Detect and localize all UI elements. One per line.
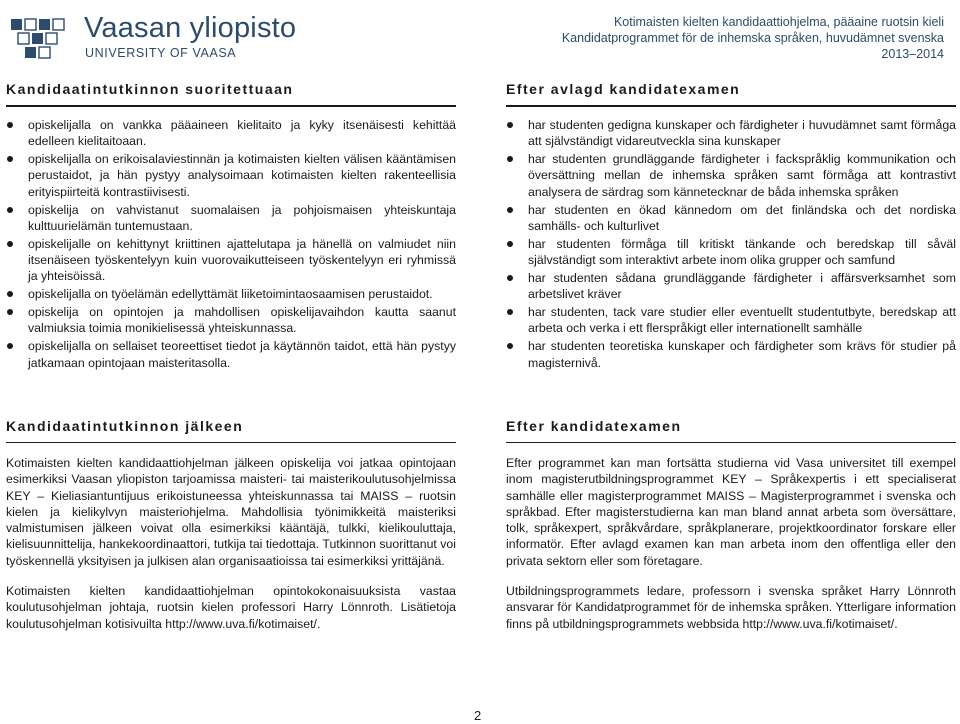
bullet-icon [507, 122, 513, 128]
page-number: 2 [474, 708, 482, 723]
university-logo-icon [10, 10, 70, 60]
section-title: Kandidaatintutkinnon suoritettuaan [6, 81, 294, 97]
bullet-icon [507, 309, 513, 315]
bullet-icon [7, 291, 13, 297]
bullet-icon [507, 343, 513, 349]
program-header [562, 14, 944, 62]
bullet-icon [507, 156, 513, 162]
body-paragraph: Efter programmet kan man fortsätta studierna vid Vasa universitet till exempel inom magisterutbildningsprogrammet KEY – Språkexpertis i ett specialiserat samhälle eller magisterprogrammet MAISS – Magisterprogrammet i svenska och språkbad. Efter magisterstudierna kan man bland annat arbeta som översättare, tolk, språkexpert, språkvårdare, språkplanerare, projektkoordinator forskare eller informatör. Efter avlagd examen kan man arbeta inom den offentliga eller den privata sektorn eller som företagare. [506, 456, 956, 568]
logo-name: Vaasan yliopisto [84, 12, 297, 44]
list-item: har studenten, tack vare studier eller eventuellt studentutbyte, beredskap att arbeta och verka i ett flerspråkigt eller internationellt samhälle [506, 304, 956, 336]
list-item: opiskelijalla on erikoisalaviestinnän ja kotimaisten kielten välisen kääntämisen perustaidot, ja hän pystyy analysoimaan kotimaisten kielten rakenteellisia erityispiirteitä kontrastiivisesti. [6, 151, 456, 200]
body-paragraph: Utbildningsprogrammets ledare, professorn i svenska språket Harry Lönnroth ansvarar för Kandidatprogrammet för de inhemska språken. Ytterligare information finns på utbildningsprogrammets webbsida http://www.uva.fi/kotimaiset/. [506, 584, 956, 631]
logo-subtitle: UNIVERSITY OF VAASA [85, 46, 237, 60]
list-item: opiskelijalle on kehittynyt kriittinen ajattelutapa ja hänellä on valmiudet niin itsenäiseen työskentelyyn kuin vuorovaikutteiseen työskentelyyn eri ryhmissä ja yhteisöissä. [6, 236, 456, 285]
section-divider [506, 442, 956, 443]
list-item: opiskelijalla on sellaiset teoreettiset tiedot ja käytännön taidot, että hän pystyy jatkamaan opintojaan maisteritasolla. [6, 338, 456, 370]
university-logo [10, 10, 310, 60]
bullet-icon [7, 207, 13, 213]
list-item: har studenten en ökad kännedom om det finländska och det nordiska samhälls- och kulturlivet [506, 202, 956, 234]
section-kandidaatintutkinnon-jalkeen [6, 418, 456, 646]
list-item: har studenten gedigna kunskaper och färdigheter i huvudämnet samt förmåga att självständigt vidareutveckla sina kunskaper [506, 117, 956, 149]
body-paragraph: Kotimaisten kielten kandidaattiohjelman jälkeen opiskelija voi jatkaa opintojaan esimerkiksi Vaasan yliopiston tarjoamissa maisteri- tai maisterikoulutusohjelmissa KEY – Kieliasiantuntijuus erikoistuneessa yhteiskunnassa tai MAISS – ruotsin kielen ja kielikylvyn maisteriohjelma. Mahdollisia työnimikkeitä maisteriksi valmistumisen jälkeen voivat olla esimerkiksi kääntäjä, tulkki, kielikouluttaja, kielisuunnittelija, hankekoordinaattori, tutkija tai tiedottaja. Tutkinnon suorittanut voi työskennellä yksityisen ja julkisen alan organisaatioissa tai esimerkiksi yrittäjänä. [6, 456, 456, 568]
bullet-icon [7, 241, 13, 247]
bullet-icon [507, 241, 513, 247]
bullet-icon [7, 309, 13, 315]
list-item: opiskelijalla on vankka pääaineen kielitaito ja kyky itsenäisesti kehittää edelleen kielitaitoaan. [6, 117, 456, 149]
list-item: opiskelija on opintojen ja mahdollisen opiskelijavaihdon kautta saanut valmiuksia toimia monikielisessä yhteiskunnassa. [6, 304, 456, 336]
academic-year: 2013–2014 [881, 47, 944, 61]
body-paragraph: Kotimaisten kielten kandidaattiohjelman opintokokonaisuuksista vastaa koulutusohjelman johtaja, ruotsin kielen professori Harry Lönnroth. Lisätietoja koulutusohjelman kotisivuilta http://www.uva.fi/kotimaiset/. [6, 584, 456, 631]
bullet-icon [7, 122, 13, 128]
program-title-fi: Kotimaisten kielten kandidaattiohjelma, pääaine ruotsin kieli [613, 15, 944, 29]
section-kandidaatintutkinnon-suoritettuaan [6, 81, 456, 373]
list-item: opiskelija on vahvistanut suomalaisen ja pohjoismaisen yhteiskuntaja kulttuurielämän tuntemustaan. [6, 202, 456, 234]
list-item: har studenten teoretiska kunskaper och färdigheter som krävs för studier på magisternivå. [506, 338, 956, 370]
section-divider [506, 105, 956, 107]
outcome-list [6, 117, 456, 371]
section-title: Kandidaatintutkinnon jälkeen [6, 418, 244, 434]
section-divider [6, 442, 456, 443]
bullet-icon [7, 156, 13, 162]
section-efter-kandidatexamen [506, 418, 956, 646]
bullet-icon [507, 207, 513, 213]
list-item: har studenten förmåga till kritiskt tänkande och beredskap till såväl självständigt som interaktivt arbete inom olika grupper och samfund [506, 236, 956, 268]
list-item: har studenten sådana grundläggande färdigheter i affärsverksamhet som arbetslivet kräver [506, 270, 956, 302]
list-item: opiskelijalla on työelämän edellyttämät liiketoimintaosaamisen perustaidot. [6, 286, 456, 302]
list-item: har studenten grundläggande färdigheter i fackspråklig kommunikation och översättning mellan de inhemska språken samt förmåga att kontrastivt analysera de särdrag som kännetecknar de båda inhemska språken [506, 151, 956, 200]
section-divider [6, 105, 456, 107]
bullet-icon [507, 275, 513, 281]
section-efter-avlagd-kandidatexamen [506, 81, 956, 373]
outcome-list [506, 117, 956, 371]
bullet-icon [7, 343, 13, 349]
program-title-sv: Kandidatprogrammet för de inhemska språken, huvudämnet svenska [561, 31, 944, 45]
section-title: Efter kandidatexamen [506, 418, 682, 434]
section-title: Efter avlagd kandidatexamen [506, 81, 741, 97]
